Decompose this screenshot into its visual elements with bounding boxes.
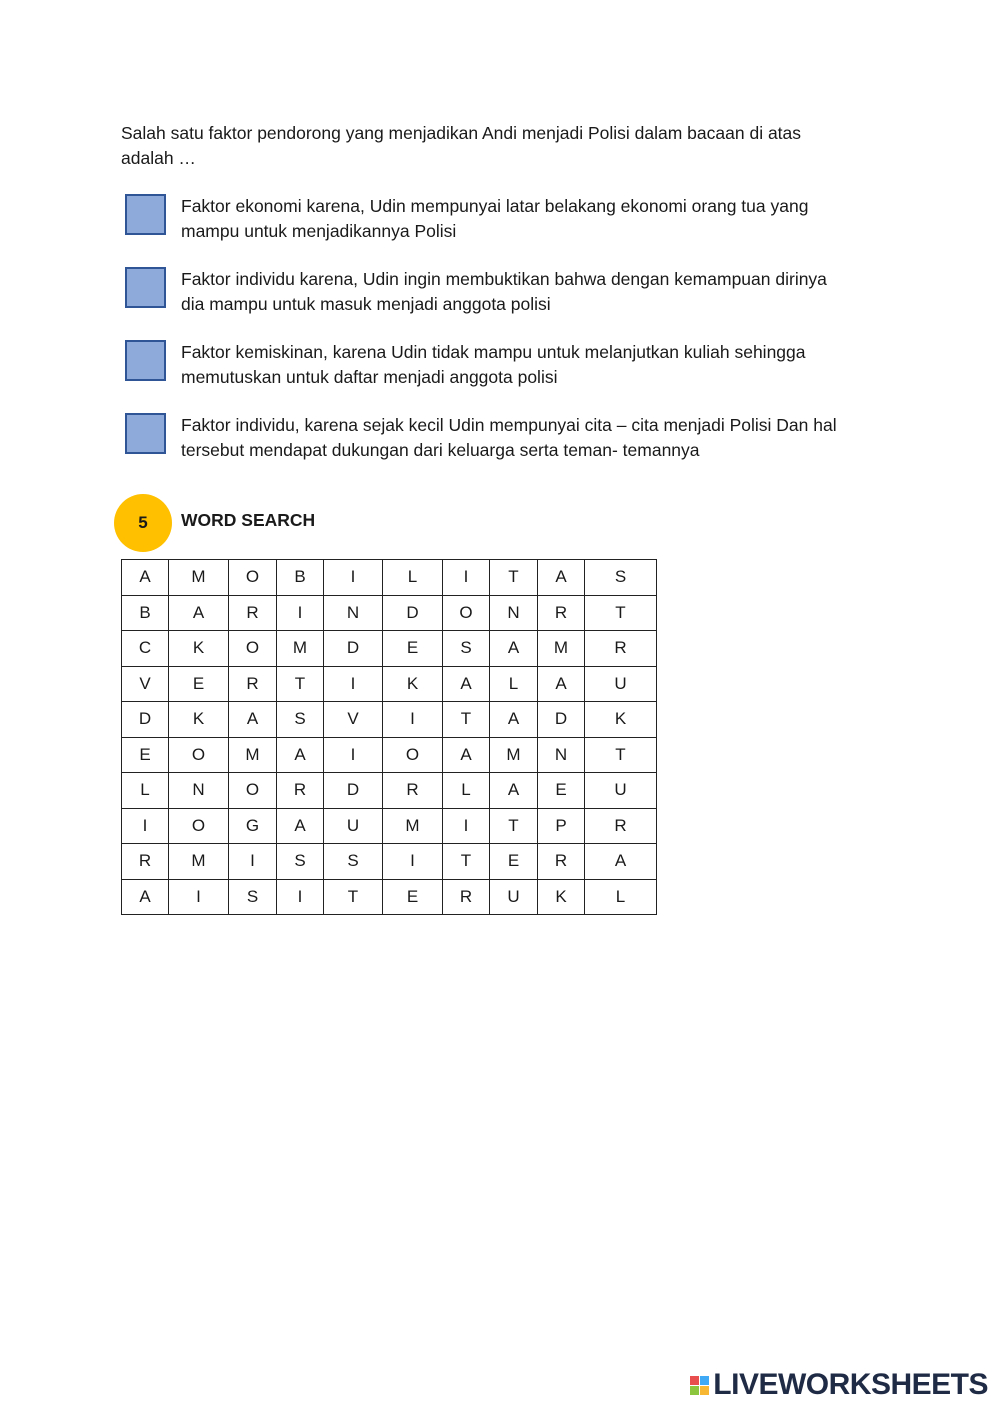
grid-cell[interactable]: T [443, 844, 490, 880]
grid-cell[interactable]: K [383, 666, 443, 702]
option-b-text [181, 267, 881, 317]
option-c-line-2: memutuskan untuk daftar menjadi anggota polisi [181, 367, 558, 387]
grid-cell[interactable]: R [383, 773, 443, 809]
grid-cell[interactable]: I [383, 702, 443, 738]
grid-cell[interactable]: M [490, 737, 538, 773]
option-c-line-1: Faktor kemiskinan, karena Udin tidak mampu untuk melanjutkan kuliah sehingga [181, 342, 806, 362]
option-a-line-1: Faktor ekonomi karena, Udin mempunyai latar belakang ekonomi orang tua yang [181, 196, 809, 216]
logo-square [700, 1376, 709, 1385]
grid-cell[interactable]: I [229, 844, 277, 880]
grid-cell[interactable]: S [277, 702, 324, 738]
grid-cell[interactable]: U [490, 879, 538, 915]
grid-cell[interactable]: T [443, 702, 490, 738]
grid-row [122, 808, 657, 844]
grid-cell[interactable]: N [169, 773, 229, 809]
grid-cell[interactable]: M [229, 737, 277, 773]
grid-cell[interactable]: K [169, 631, 229, 667]
grid-cell[interactable]: T [490, 560, 538, 596]
grid-cell[interactable]: D [538, 702, 585, 738]
grid-cell[interactable]: D [324, 773, 383, 809]
grid-cell[interactable]: E [383, 879, 443, 915]
grid-cell[interactable]: V [324, 702, 383, 738]
option-c-text [181, 340, 881, 390]
grid-row [122, 560, 657, 596]
grid-cell[interactable]: K [585, 702, 657, 738]
grid-cell[interactable]: O [169, 737, 229, 773]
grid-cell[interactable]: I [383, 844, 443, 880]
grid-cell[interactable]: E [122, 737, 169, 773]
question-line-1: Salah satu faktor pendorong yang menjadikan Andi menjadi Polisi dalam bacaan di atas [121, 123, 802, 143]
grid-cell[interactable]: L [383, 560, 443, 596]
option-c-checkbox[interactable] [125, 340, 166, 381]
grid-cell[interactable]: S [443, 631, 490, 667]
grid-cell[interactable]: R [538, 595, 585, 631]
word-search-grid [121, 559, 657, 915]
grid-cell[interactable]: M [169, 844, 229, 880]
grid-cell[interactable]: E [383, 631, 443, 667]
grid-cell[interactable]: I [169, 879, 229, 915]
grid-cell[interactable]: I [324, 666, 383, 702]
grid-cell[interactable]: O [229, 773, 277, 809]
grid-cell[interactable]: I [122, 808, 169, 844]
grid-row [122, 737, 657, 773]
grid-cell[interactable]: C [122, 631, 169, 667]
grid-cell[interactable]: N [538, 737, 585, 773]
grid-cell[interactable]: A [169, 595, 229, 631]
grid-cell[interactable]: O [443, 595, 490, 631]
grid-row [122, 844, 657, 880]
grid-cell[interactable]: A [229, 702, 277, 738]
grid-cell[interactable]: L [443, 773, 490, 809]
grid-cell[interactable]: O [383, 737, 443, 773]
option-b-checkbox[interactable] [125, 267, 166, 308]
grid-cell[interactable]: E [169, 666, 229, 702]
grid-row [122, 666, 657, 702]
section-number-badge: 5 [114, 494, 172, 552]
grid-cell[interactable]: R [585, 631, 657, 667]
grid-cell[interactable]: A [490, 702, 538, 738]
grid-cell[interactable]: L [490, 666, 538, 702]
grid-cell[interactable]: T [324, 879, 383, 915]
grid-cell[interactable]: D [383, 595, 443, 631]
grid-row [122, 595, 657, 631]
grid-cell[interactable]: I [277, 879, 324, 915]
section-title: WORD SEARCH [181, 510, 316, 530]
grid-cell[interactable]: B [277, 560, 324, 596]
grid-cell[interactable]: I [324, 560, 383, 596]
option-d-checkbox[interactable] [125, 413, 166, 454]
grid-cell[interactable]: R [229, 666, 277, 702]
question-line-2: adalah … [121, 148, 196, 168]
grid-cell[interactable]: U [585, 773, 657, 809]
liveworksheets-logo [690, 1368, 988, 1402]
grid-row [122, 773, 657, 809]
grid-cell[interactable]: K [169, 702, 229, 738]
grid-cell[interactable]: R [122, 844, 169, 880]
grid-cell[interactable]: S [324, 844, 383, 880]
logo-text: LIVEWORKSHEETS [713, 1368, 988, 1401]
grid-cell[interactable]: T [585, 737, 657, 773]
grid-cell[interactable]: O [229, 631, 277, 667]
grid-cell[interactable]: U [324, 808, 383, 844]
logo-mark-icon [690, 1376, 709, 1395]
option-b-line-1: Faktor individu karena, Udin ingin membuktikan bahwa dengan kemampuan dirinya [181, 269, 827, 289]
grid-cell[interactable]: D [122, 702, 169, 738]
grid-cell[interactable]: T [490, 808, 538, 844]
grid-cell[interactable]: I [324, 737, 383, 773]
grid-cell[interactable]: A [122, 560, 169, 596]
grid-cell[interactable]: T [585, 595, 657, 631]
answer-option-b [125, 267, 885, 340]
option-a-text [181, 194, 881, 244]
grid-cell[interactable]: U [585, 666, 657, 702]
grid-cell[interactable]: L [122, 773, 169, 809]
question-text [121, 121, 881, 171]
option-b-line-2: dia mampu untuk masuk menjadi anggota polisi [181, 294, 551, 314]
grid-cell[interactable]: A [538, 666, 585, 702]
grid-cell[interactable]: P [538, 808, 585, 844]
grid-cell[interactable]: A [490, 631, 538, 667]
grid-cell[interactable]: D [324, 631, 383, 667]
logo-square [690, 1386, 699, 1395]
answer-option-c [125, 340, 885, 413]
grid-cell[interactable]: R [443, 879, 490, 915]
grid-cell[interactable]: I [443, 808, 490, 844]
grid-cell[interactable]: R [229, 595, 277, 631]
grid-cell[interactable]: G [229, 808, 277, 844]
answer-options [125, 194, 885, 486]
grid-cell[interactable]: S [277, 844, 324, 880]
grid-cell[interactable]: E [538, 773, 585, 809]
grid-cell[interactable]: O [169, 808, 229, 844]
answer-option-d [125, 413, 885, 486]
grid-cell[interactable]: A [538, 560, 585, 596]
logo-square [700, 1386, 709, 1395]
option-d-line-2: tersebut mendapat dukungan dari keluarga serta teman- temannya [181, 440, 700, 460]
grid-row [122, 631, 657, 667]
grid-row [122, 702, 657, 738]
grid-cell[interactable]: T [277, 666, 324, 702]
grid-cell[interactable]: A [277, 737, 324, 773]
grid-cell[interactable]: M [383, 808, 443, 844]
grid-cell[interactable]: K [538, 879, 585, 915]
logo-square [690, 1376, 699, 1385]
grid-cell[interactable]: I [443, 560, 490, 596]
grid-cell[interactable]: N [490, 595, 538, 631]
grid-cell[interactable]: A [585, 844, 657, 880]
grid-cell[interactable]: L [585, 879, 657, 915]
option-a-line-2: mampu untuk menjadikannya Polisi [181, 221, 457, 241]
grid-cell[interactable]: I [277, 595, 324, 631]
grid-cell[interactable]: A [443, 737, 490, 773]
grid-cell[interactable]: A [122, 879, 169, 915]
grid-cell[interactable]: M [169, 560, 229, 596]
grid-cell[interactable]: A [443, 666, 490, 702]
option-d-line-1: Faktor individu, karena sejak kecil Udin mempunyai cita – cita menjadi Polisi Dan hal [181, 415, 837, 435]
grid-cell[interactable]: N [324, 595, 383, 631]
grid-cell[interactable]: S [229, 879, 277, 915]
grid-cell[interactable]: R [277, 773, 324, 809]
grid-cell[interactable]: O [229, 560, 277, 596]
grid-cell[interactable]: B [122, 595, 169, 631]
grid-cell[interactable]: S [585, 560, 657, 596]
grid-cell[interactable]: V [122, 666, 169, 702]
grid-cell[interactable]: M [538, 631, 585, 667]
grid-cell[interactable]: R [585, 808, 657, 844]
grid-cell[interactable]: E [490, 844, 538, 880]
option-a-checkbox[interactable] [125, 194, 166, 235]
grid-cell[interactable]: M [277, 631, 324, 667]
option-d-text [181, 413, 881, 463]
grid-cell[interactable]: R [538, 844, 585, 880]
grid-cell[interactable]: A [490, 773, 538, 809]
grid-cell[interactable]: A [277, 808, 324, 844]
grid-row [122, 879, 657, 915]
answer-option-a [125, 194, 885, 267]
